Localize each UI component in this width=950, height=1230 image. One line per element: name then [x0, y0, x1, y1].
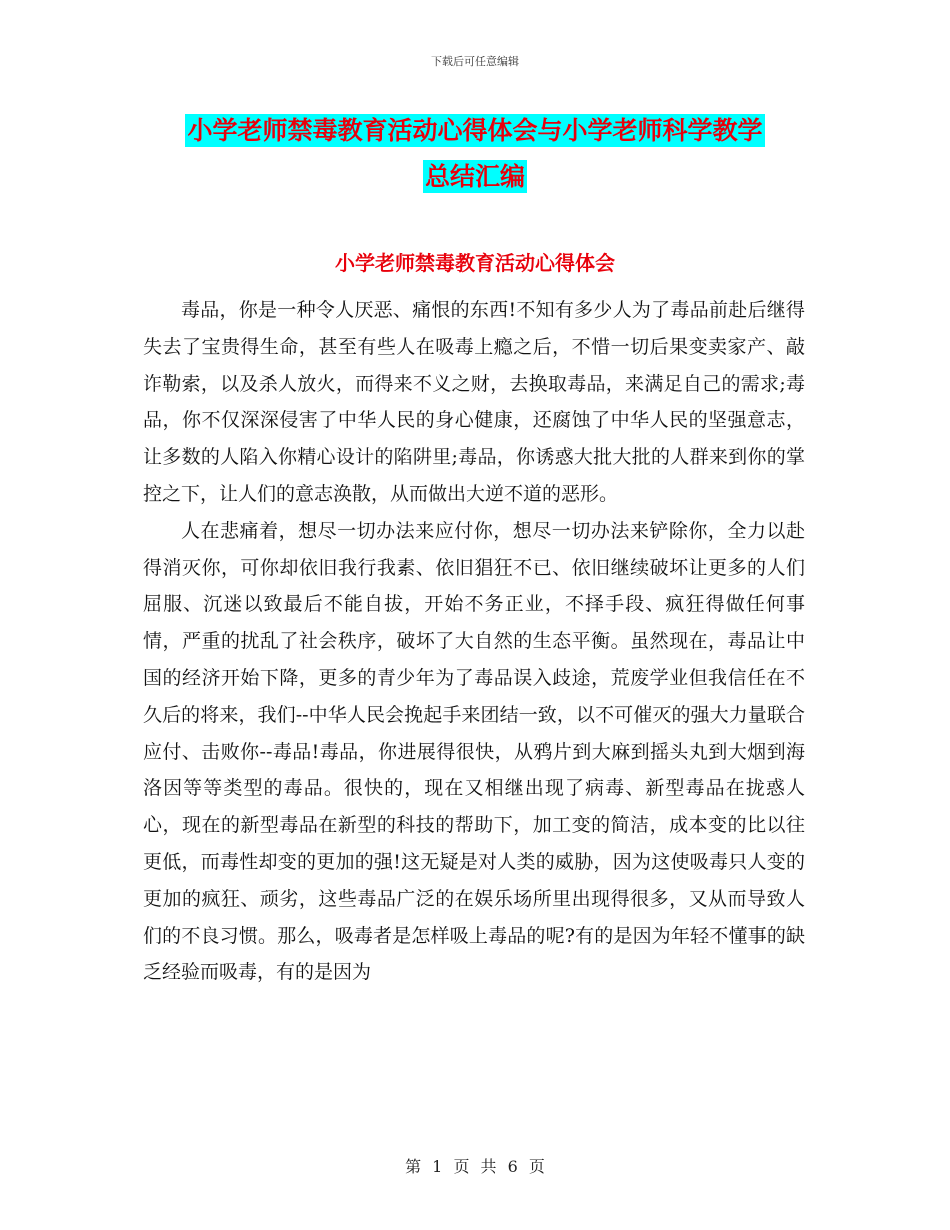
section-title: 小学老师禁毒教育活动心得体会 [335, 251, 615, 275]
body-text [143, 292, 805, 991]
document-title-line2: 总结汇编 [424, 162, 525, 191]
document-title [145, 108, 805, 200]
document-title-line1: 小学老师禁毒教育活动心得体会与小学老师科学教学 [187, 116, 763, 145]
paragraph-2: 人在悲痛着，想尽一切办法来应付你，想尽一切办法来铲除你，全力以赴得消灭你，可你却依旧我行我素、依旧猖狂不已、依旧继续破坏让更多的人们屈服、沉迷以致最后不能自拔，开始不务正业，不择手段、疯狂得做任何事情，严重的扰乱了社会秩序，破坏了大自然的生态平衡。虽然现在，毒品让中国的经济开始下降，更多的青少年为了毒品误入歧途，荒废学业但我信任在不久后的将来，我们--中华人民会挽起手来团结一致，以不可催灭的强大力量联合应付、击败你--毒品!毒品，你进展得很快，从鸦片到大麻到摇头丸到大烟到海洛因等等类型的毒品。很快的，现在又相继出现了病毒、新型毒品在拢惑人心，现在的新型毒品在新型的科技的帮助下，加工变的简洁，成本变的比以往更低，而毒性却变的更加的强!这无疑是对人类的威胁，因为这使吸毒只人变的更加的疯狂、顽劣，这些毒品广泛的在娱乐场所里出现得很多，又从而导致人们的不良习惯。那么，吸毒者是怎样吸上毒品的呢?有的是因为年轻不懂事的缺乏经验而吸毒，有的是因为 [143, 519, 805, 984]
header-note: 下载后可任意编辑 [431, 55, 519, 68]
page-footer: 第 1 页 共 6 页 [405, 1157, 545, 1176]
paragraph-1: 毒品，你是一种令人厌恶、痛恨的东西!不知有多少人为了毒品前赴后继得失去了宝贵得生命，甚至有些人在吸毒上瘾之后，不惜一切后果变卖家产、敲诈勒索，以及杀人放火，而得来不义之财，去换取毒品，来满足自己的需求;毒品，你不仅深深侵害了中华人民的身心健康，还腐蚀了中华人民的坚强意志，让多数的人陷入你精心设计的陷阱里;毒品，你诱惑大批大批的人群来到你的掌控之下，让人们的意志涣散，从而做出大逆不道的恶形。 [143, 299, 805, 505]
